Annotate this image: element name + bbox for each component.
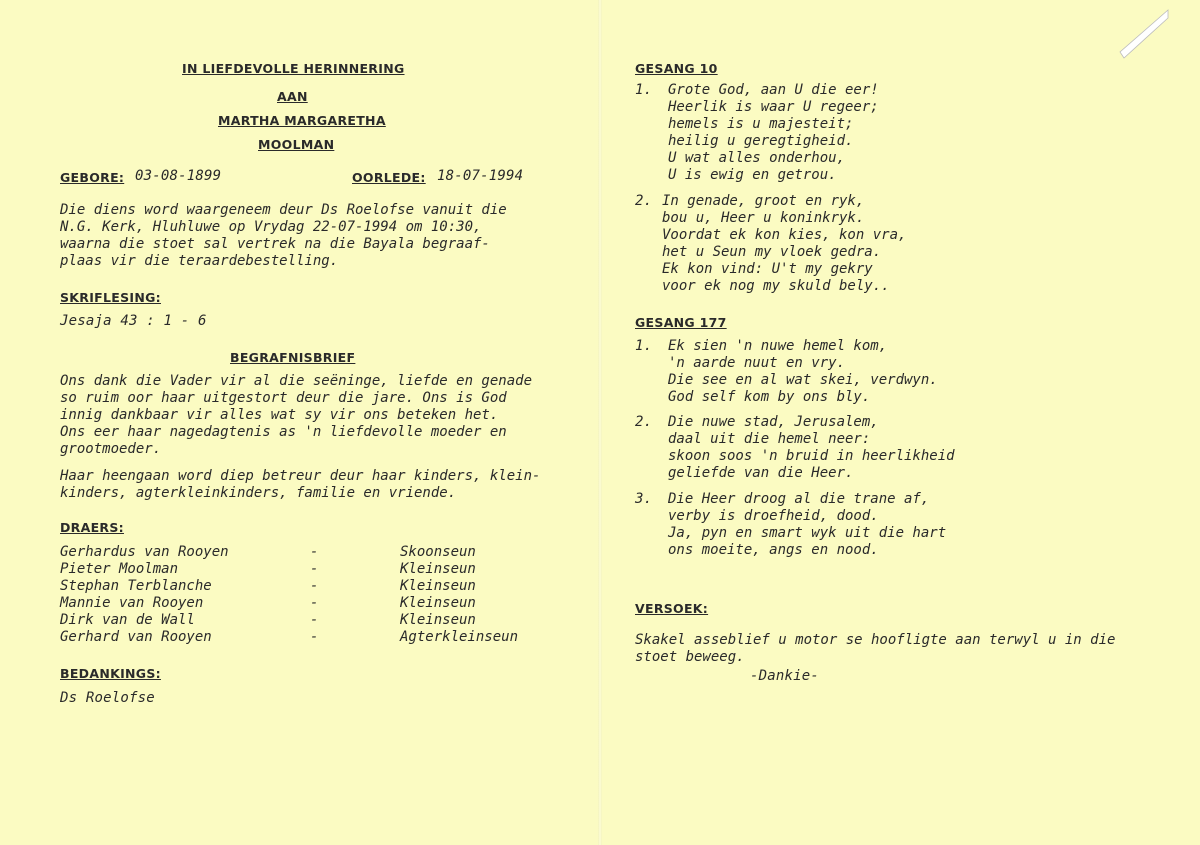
verse-line: 'n aarde nuut en vry. [668, 355, 846, 371]
request-line: Skakel asseblief u motor se hoofligte aan terwyl u in die [635, 632, 1116, 648]
verse-line: het u Seun my vloek gedra. [662, 244, 882, 260]
verse-number: 1. [635, 338, 653, 354]
letter-line: so ruim oor haar uitgestort deur die jare. Ons is God [60, 390, 507, 406]
verse-line: Die nuwe stad, Jerusalem, [668, 414, 879, 430]
service-line: waarna die stoet sal vertrek na die Bayala begraaf- [60, 236, 490, 252]
letter-heading: BEGRAFNISBRIEF [230, 350, 356, 365]
service-line: plaas vir die teraardebestelling. [60, 253, 339, 269]
letter-line: innig dankbaar vir alles wat sy vir ons beteken het. [60, 407, 499, 423]
verse-line: geliefde van die Heer. [668, 465, 854, 481]
died-date: 18-07-1994 [437, 168, 524, 184]
song2-verse3 [668, 491, 946, 559]
song1-heading: GESANG 10 [635, 61, 718, 76]
table-row [60, 561, 518, 578]
verse-line: Heerlik is waar U regeer; [668, 99, 879, 115]
table-row [60, 578, 518, 595]
bearer-relation: Kleinseun [400, 612, 476, 628]
bearer-name: Gerhard van Rooyen [60, 629, 212, 645]
bearer-dash: - [310, 578, 319, 594]
table-row [60, 595, 518, 612]
verse-number: 2. [635, 193, 653, 209]
bearer-relation: Skoonseun [400, 544, 476, 560]
song1-verse1 [668, 82, 879, 184]
died-label: OORLEDE: [352, 170, 426, 185]
request-line: stoet beweeg. [635, 649, 745, 665]
letter-line: Ons dank die Vader vir al die seëninge, liefde en genade [60, 373, 533, 389]
song2-heading: GESANG 177 [635, 315, 727, 330]
bearer-dash: - [310, 595, 319, 611]
verse-line: Voordat ek kon kies, kon vra, [662, 227, 907, 243]
bearer-name: Gerhardus van Rooyen [60, 544, 229, 560]
letter-line: kinders, agterkleinkinders, familie en vriende. [60, 485, 457, 501]
verse-number: 3. [635, 491, 653, 507]
verse-line: Ek kon vind: U't my gekry [662, 261, 873, 277]
right-page [600, 0, 1200, 845]
verse-line: skoon soos 'n bruid in heerlikheid [668, 448, 955, 464]
bearer-dash: - [310, 544, 319, 560]
request-heading: VERSOEK: [635, 601, 709, 616]
bearer-dash: - [310, 629, 319, 645]
table-row [60, 544, 518, 561]
verse-line: ons moeite, angs en nood. [668, 542, 879, 558]
table-row [60, 629, 518, 646]
letter-paragraph-2 [60, 468, 540, 502]
letter-line: Ons eer haar nagedagtenis as 'n liefdevolle moeder en [60, 424, 507, 440]
service-line: N.G. Kerk, Hluhluwe op Vrydag 22-07-1994 om 10:30, [60, 219, 482, 235]
request-paragraph [635, 632, 1115, 666]
bearer-name: Stephan Terblanche [60, 578, 212, 594]
verse-line: Ja, pyn en smart wyk uit die hart [668, 525, 947, 541]
verse-line: Die Heer droog al die trane af, [668, 491, 930, 507]
born-date: 03-08-1899 [135, 168, 222, 184]
verse-line: Ek sien 'n nuwe hemel kom, [668, 338, 888, 354]
verse-line: U is ewig en getrou. [668, 167, 837, 183]
aan-label: AAN [277, 89, 308, 104]
verse-line: In genade, groot en ryk, [662, 193, 865, 209]
verse-line: Grote God, aan U die eer! [668, 82, 879, 98]
table-row [60, 612, 518, 629]
bearer-relation: Agterkleinseun [400, 629, 519, 645]
verse-line: God self kom by ons bly. [668, 389, 871, 405]
bearer-relation: Kleinseun [400, 561, 476, 577]
letter-line: grootmoeder. [60, 441, 162, 457]
song2-verse1 [668, 338, 938, 406]
letter-paragraph [60, 373, 532, 458]
reading-text: Jesaja 43 : 1 - 6 [60, 313, 207, 329]
verse-number: 2. [635, 414, 653, 430]
born-label: GEBORE: [60, 170, 125, 185]
memorial-title: IN LIEFDEVOLLE HERINNERING [182, 61, 405, 76]
thanks-text: Ds Roelofse [60, 690, 155, 706]
verse-line: Die see en al wat skei, verdwyn. [668, 372, 938, 388]
bearer-name: Pieter Moolman [60, 561, 179, 577]
bearers-heading: DRAERS: [60, 520, 124, 535]
service-line: Die diens word waargeneem deur Ds Roelofse vanuit die [60, 202, 507, 218]
bearer-dash: - [310, 561, 319, 577]
bearer-relation: Kleinseun [400, 595, 476, 611]
verse-number: 1. [635, 82, 653, 98]
verse-line: hemels is u majesteit; [668, 116, 854, 132]
song2-verse2 [668, 414, 955, 482]
verse-line: U wat alles onderhou, [668, 150, 846, 166]
service-paragraph [60, 202, 507, 270]
verse-line: voor ek nog my skuld bely.. [662, 278, 890, 294]
deceased-first-names: MARTHA MARGARETHA [218, 113, 386, 128]
bearer-dash: - [310, 612, 319, 628]
bearer-name: Mannie van Rooyen [60, 595, 204, 611]
verse-line: daal uit die hemel neer: [668, 431, 871, 447]
bearer-name: Dirk van de Wall [60, 612, 195, 628]
letter-line: Haar heengaan word diep betreur deur haar kinders, klein- [60, 468, 541, 484]
thanks-heading: BEDANKINGS: [60, 666, 161, 681]
reading-heading: SKRIFLESING: [60, 290, 161, 305]
deceased-surname: MOOLMAN [258, 137, 335, 152]
verse-line: bou u, Heer u koninkryk. [662, 210, 865, 226]
verse-line: verby is droefheid, dood. [668, 508, 879, 524]
torn-corner-icon [1110, 8, 1170, 68]
bearer-relation: Kleinseun [400, 578, 476, 594]
verse-line: heilig u geregtigheid. [668, 133, 854, 149]
bearers-table [60, 544, 518, 646]
closing-thanks: -Dankie- [750, 668, 820, 684]
song1-verse2 [662, 193, 906, 295]
